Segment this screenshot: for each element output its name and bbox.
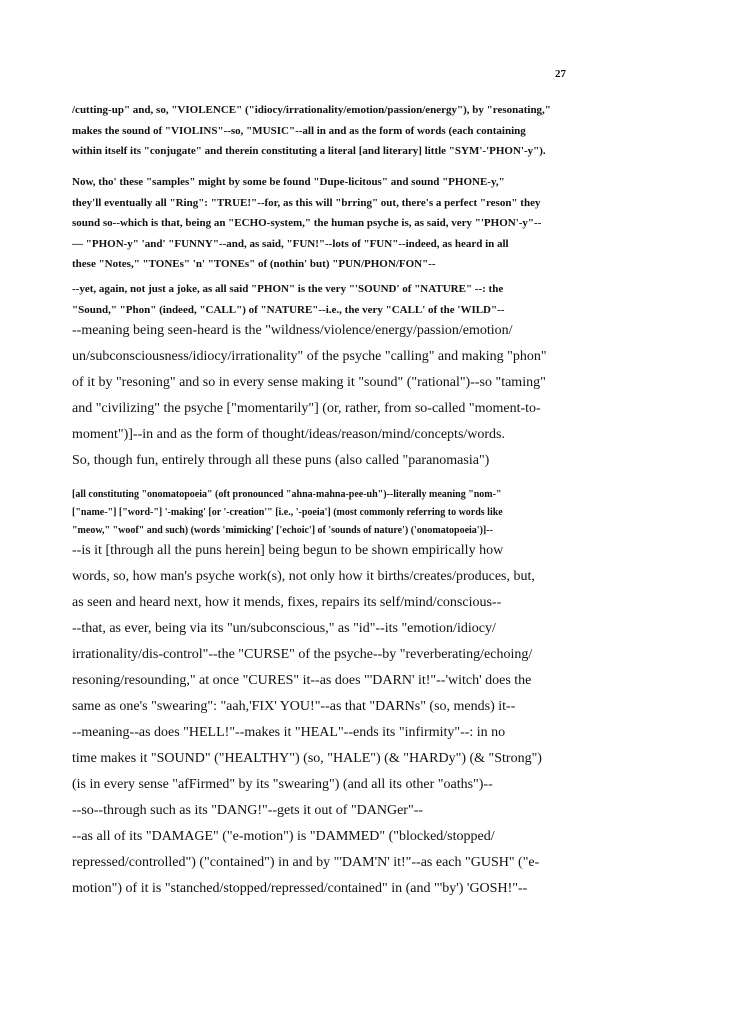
text-line: --meaning--as does "HELL!"--makes it "HEAL"--ends its "infirmity"--: in no [72,725,506,740]
paragraph-sound-of-nature [72,279,672,320]
text-line: repressed/controlled") ("contained") in and by "'DAM'N' it!"--as each "GUSH" ("e- [72,855,540,870]
text-line: within itself its "conjugate" and therein constituting a literal [and literary] little "SYM'-'PHON'-y"). [72,145,546,157]
text-line: words, so, how man's psyche work(s), not only how it births/creates/produces, but, [72,569,535,584]
page-number: 27 [555,68,566,80]
text-line: "Sound," "Phon" (indeed, "CALL") of "NATURE"--i.e., the very "CALL' of the 'WILD"-- [72,303,505,316]
text-line: of it by "resoning" and so in every sense making it "sound" ("rational")--so "taming" [72,375,546,390]
text-line: resoning/resounding," at once "CURES" it--as does "'DARN' it!"--'witch' does the [72,673,532,688]
text-line: sound so--which is that, being an "ECHO-system," the human psyche is, as said, very "'PHON'-y"-- [72,217,542,229]
text-line: moment")]--in and as the form of thought/ideas/reason/mind/concepts/words. [72,427,506,442]
text-line: irrationality/dis-control"--the "CURSE" of the psyche--by "reverberating/echoing/ [72,647,533,662]
text-line: --that, as ever, being via its "un/subconscious," as "id"--its "emotion/idiocy/ [72,621,496,636]
text-line: makes the sound of "VIOLINS"--so, "MUSIC"--all in and as the form of words (each containing [72,124,526,137]
text-line: "meow," "woof" and such) (words 'mimicking' ['echoic'] of 'sounds of nature') ('onomatopoeia')]-- [72,525,493,536]
text-line: time makes it "SOUND" ("HEALTHY") (so, "HALE") (& "HARDy") (& "Strong") [72,751,542,766]
text-line: --is it [through all the puns herein] being begun to be shown empirically how [72,543,504,558]
text-line: --as all of its "DAMAGE" ("e-motion") is "DAMMED" ("blocked/stopped/ [72,829,495,844]
text-line: --yet, again, not just a joke, as all said "PHON" is the very "'SOUND' of "NATURE" --: the [72,283,504,295]
text-line: same as one's "swearing": "aah,'FIX' YOU!"--as that "DARNs" (so, mends) it-- [72,699,516,714]
paragraph-cures-and-oaths [72,538,672,902]
text-line: --so--through such as its "DANG!"--gets it out of "DANGer"-- [72,803,424,818]
text-line: --meaning being seen-heard is the "wildness/violence/energy/passion/emotion/ [72,323,513,338]
paragraph-violence-violins [72,100,672,162]
text-line: Now, tho' these "samples" might by some be found "Dupe-licitous" and sound "PHONE-y," [72,176,505,188]
paragraph-samples-phony [72,172,672,275]
text-line: they'll eventually all "Ring": "TRUE!"--for, as this will "brring" out, there's a perfect "reson" they [72,196,541,209]
text-line: [all constituting "onomatopoeia" (oft pronounced "ahna-mahna-pee-uh")--literally meaning "nom-" [72,489,502,500]
text-line: ["name-"] ["word-"] '-making' [or '-creation'" [i.e., '-poeia'] (most commonly referring to words like [72,507,503,518]
text-line: So, though fun, entirely through all these puns (also called "paranomasia") [72,453,490,468]
text-line: — "PHON-y" 'and' "FUNNY"--and, as said, "FUN!"--lots of "FUN"--indeed, as heard in all [72,237,509,250]
paragraph-meaning-wildness [72,318,672,448]
text-line: motion") of it is "stanched/stopped/repressed/contained" in (and "'by') 'GOSH!"-- [72,881,528,896]
text-line: /cutting-up" and, so, "VIOLENCE" ("idiocy/irrationality/emotion/passion/energy"), by "resonating," [72,104,551,116]
text-line: un/subconsciousness/idiocy/irrationality" of the psyche "calling" and making "phon" [72,349,547,364]
paragraph-puns [72,448,672,474]
text-line: (is in every sense "afFirmed" by its "swearing") (and all its other "oaths")-- [72,777,493,792]
text-line: as seen and heard next, how it mends, fixes, repairs its self/mind/conscious-- [72,595,502,610]
text-line: and "civilizing" the psyche ["momentarily"] (or, rather, from so-called "moment-to- [72,401,541,416]
text-line: these "Notes," "TONEs" 'n' "TONEs" of (nothin' but) "PUN/PHON/FON"-- [72,258,436,270]
paragraph-onomatopoeia [72,486,672,540]
